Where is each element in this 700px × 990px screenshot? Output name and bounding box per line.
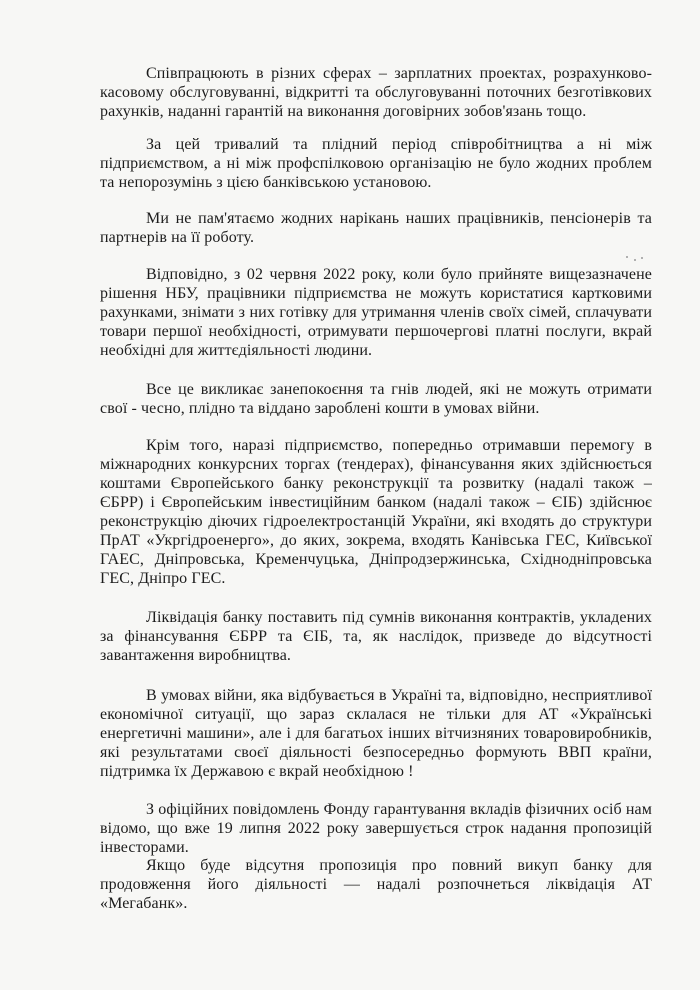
paragraph-liquidation-risk: Ліквідація банку поставить під сумнів виконання контрактів, укладених за фінансування ЄБРР та ЄІБ, та, як наслідок, призведе до відсутності завантаження виробництва. [100,609,652,664]
paragraph-no-complaints: Ми не пам'ятаємо жодних нарікань наших працівників, пенсіонерів та партнерів на її роботу. [100,210,652,246]
paragraph-megabank: Якщо буде відсутня пропозиція про повний викуп банку для продовження його діяльності — надалі розпочнеться ліквідація АТ «Мегабанк». [100,857,652,912]
paragraph-war-economy: В умовах війни, яка відбувається в Україні та, відповідно, несприятливої економічної ситуації, що зараз склалася не тільки для АТ «Українські енергетичні машини», але і для багатьох інших вітчизняних товаровиробників, які результатами своєї діяльності безпосередньо формують ВВП країни, підтримка їх Державою є вкрай необхідною ! [100,687,652,780]
paragraph-deposit-fund: З офіційних повідомлень Фонду гарантування вкладів фізичних осіб нам відомо, що вже 19 липня 2022 року завершується строк надання пропозицій інвесторами. [100,801,652,856]
paragraph-tenders: Крім того, наразі підприємство, попередньо отримавши перемогу в міжнародних конкурсних торгах (тендерах), фінансування яких здійснюється коштами Європейського банку реконструкції та розвитку (надалі також – ЄБРР) і Європейським інвестиційним банком (надалі також – ЄІБ) здійснює реконструкцію діючих гідроелектростанцій України, які входять до структури ПрАТ «Укргідроенерго», до яких, зокрема, входять Канівська ГЕС, Київської ГАЕС, Дніпровська, Кременчуцька, Дніпродзержинська, Східнодніпровська ГЕС, Дніпро ГЕС. [100,437,652,587]
paragraph-no-problems: За цей тривалий та плідний період співробітництва а ні між підприємством, а ні між профспілковою організацію не було жодних проблем та непорозумінь з цією банківською установою. [100,136,652,191]
paragraph-cooperation-areas: Співпрацюють в різних сферах – зарплатних проектах, розрахунково-касовому обслуговуванні, відкритті та обслуговуванні поточних безготівкових рахунків, наданні гарантій на виконання договірних зобов'язань тощо. [100,65,652,120]
paragraph-nbu-decision: Відповідно, з 02 червня 2022 року, коли було прийняте вищезазначене рішення НБУ, працівники підприємства не можуть користатися картковими рахунками, знімати з них готівку для утримання членів своїх сімей, сплачувати товари першої необхідності, отримувати першочергові платні послуги, вкрай необхідні для життєдіяльності людини. [100,266,652,359]
scan-speck [641,257,643,259]
paragraph-concern: Все це викликає занепокоєння та гнів людей, які не можуть отримати свої - чесно, плідно та віддано зароблені кошти в умовах війни. [100,381,652,417]
scan-speck [626,256,628,258]
scan-speck [634,259,636,261]
